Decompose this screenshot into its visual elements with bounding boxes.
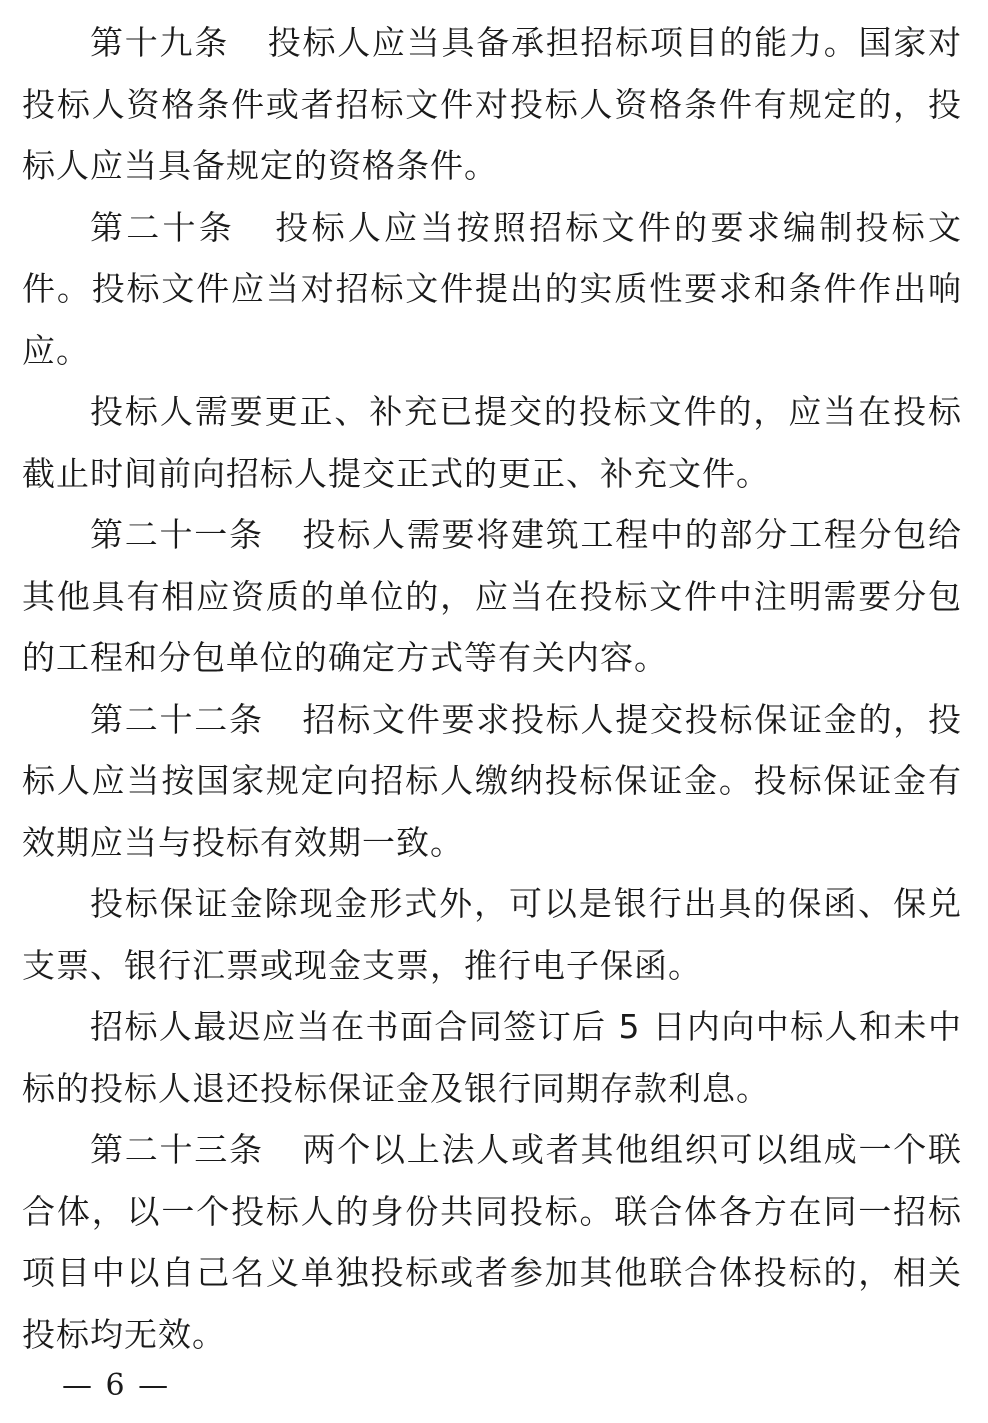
- paragraph-article-20-clause-2: [22, 381, 962, 504]
- paragraph-text: 招标文件要求投标人提交投标保证金的，投标人应当按国家规定向招标人缴纳投标保证金。投标保证金有效期应当与投标有效期一致。: [22, 699, 962, 862]
- paragraph-text: 投标保证金除现金形式外，可以是银行出具的保函、保兑支票、银行汇票或现金支票，推行电子保函。: [22, 884, 962, 985]
- paragraph-article-22: [22, 689, 962, 874]
- paragraph-text: 投标人应当按照招标文件的要求编制投标文件。投标文件应当对招标文件提出的实质性要求和条件作出响应。: [22, 207, 963, 370]
- article-number: 第二十三条: [90, 1130, 264, 1169]
- document-body: [22, 12, 962, 1365]
- paragraph-text: 投标人需要将建筑工程中的部分工程分包给其他具有相应资质的单位的，应当在投标文件中注明需要分包的工程和分包单位的确定方式等有关内容。: [22, 515, 962, 677]
- paragraph-text: 投标人应当具备承担招标项目的能力。国家对投标人资格条件或者招标文件对投标人资格条件有规定的，投标人应当具备规定的资格条件。: [22, 23, 962, 185]
- paragraph-article-21: [22, 504, 962, 689]
- paragraph-text: 投标人需要更正、补充已提交的投标文件的，应当在投标截止时间前向招标人提交正式的更正、补充文件。: [22, 392, 962, 493]
- article-number: 第二十二条: [90, 699, 264, 739]
- article-number: 第二十一条: [90, 515, 264, 554]
- page-number: — 6 —: [62, 1368, 171, 1403]
- article-number: 第十九条: [90, 23, 229, 62]
- paragraph-article-19: [22, 12, 962, 197]
- paragraph-article-22-clause-3: [22, 996, 962, 1119]
- paragraph-text: 招标人最迟应当在书面合同签订后 5 日内向中标人和未中标的投标人退还投标保证金及银行同期存款利息。: [22, 1007, 962, 1108]
- paragraph-article-20: [22, 197, 962, 382]
- paragraph-article-23: [22, 1119, 962, 1365]
- paragraph-text: 两个以上法人或者其他组织可以组成一个联合体，以一个投标人的身份共同投标。联合体各方在同一招标项目中以自己名义单独投标或者参加其他联合体投标的，相关投标均无效。: [22, 1130, 962, 1354]
- paragraph-article-22-clause-2: [22, 873, 962, 996]
- article-number: 第二十条: [90, 207, 236, 247]
